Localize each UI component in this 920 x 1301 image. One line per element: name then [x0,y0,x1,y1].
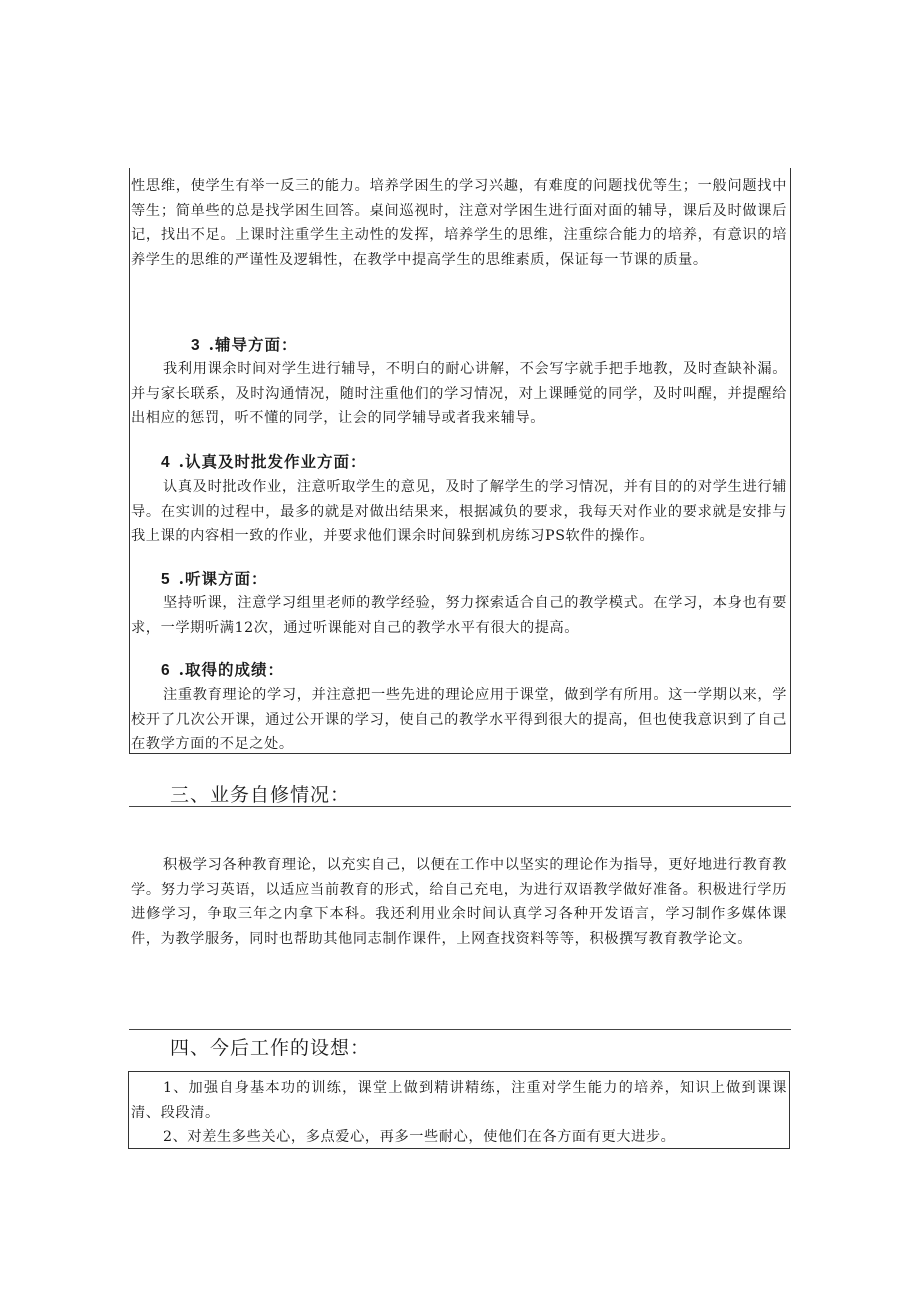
observation-paragraph: 坚持听课，注意学习组里老师的教学经验，努力探索适合自己的教学模式。在学习，本身也有要求，一学期听满12次，通过听课能对自己的教学水平有很大的提高。 [131,595,787,636]
intro-paragraph: 性思维，使学生有举一反三的能力。培养学困生的学习兴趣，有难度的问题找优等生；一般问题找中等生；简单些的总是找学困生回答。桌间巡视时，注意对学困生进行面对面的辅导，课后及时做课后记，找出不足。上课时注重学生主动性的发挥，培养学生的思维，注重综合能力的培养，有意识的培养学生的思维的严谨性及逻辑性，在教学中提高学生的思维素质，保证每一节课的质量。 [131,178,787,268]
achievements-paragraph: 注重教育理论的学习，并注意把一些先进的理论应用于课堂，做到学有所用。这一学期以来，学校开了几次公开课，通过公开课的学习，使自己的教学水平得到很大的提高，但也使我意识到了自己在教学方面的不足之处。 [131,687,787,752]
heading-number: 4 [161,454,171,471]
heading-number: 6 [161,662,171,679]
plan-item-2: 2、对差生多些关心，多点爱心，再多一些耐心，使他们在各方面有更大进步。 [163,1129,676,1145]
section-title-self-study: 三、业务自修情况： [170,784,351,806]
tutoring-paragraph: 我利用课余时间对学生进行辅导，不明白的耐心讲解，不会写字就手把手地教，及时查缺补漏。并与家长联系，及时沟通情况，随时注重他们的学习情况，对上课睡觉的同学，及时叫醒，并提醒给出相应的惩罚，听不懂的同学，让会的同学辅导或者我来辅导。 [131,361,787,426]
heading-text: .听课方面： [178,569,268,588]
self-study-paragraph: 积极学习各种教育理论，以充实自己，以便在工作中以坚实的理论作为指导，更好地进行教育教学。努力学习英语，以适应当前教育的形式，给自己充电，为进行双语教学做好准备。积极进行学历进修学习，争取三年之内拿下本科。我还利用业余时间认真学习各种开发语言，学习制作多媒体课件，为教学服务，同时也帮助其他同志制作课件，上网查找资料等等，积极撰写教育教学论文。 [131,857,787,947]
heading-tutoring [191,333,298,355]
plan-item-1: 1、加强自身基本功的训练，课堂上做到精讲精练，注重对学生能力的培养，知识上做到课课清、段段清。 [131,1080,787,1121]
heading-text: .认真及时批发作业方面： [178,452,367,471]
heading-text: .取得的成绩： [178,660,285,679]
heading-number: 5 [161,571,171,588]
heading-number: 3 [191,337,201,354]
heading-homework [161,450,367,472]
divider [129,806,791,807]
heading-observation [161,567,268,589]
heading-achievements [161,658,284,680]
divider [129,1029,791,1030]
homework-paragraph: 认真及时批改作业，注意听取学生的意见，及时了解学生的学习情况，并有目的的对学生进行辅导。在实训的过程中，最多的就是对做出结果来，根据减负的要求，我每天对作业的要求就是安排与我上课的内容相一致的作业，并要求他们课余时间躲到机房练习PS软件的操作。 [131,479,787,544]
heading-text: .辅导方面： [208,335,298,354]
section-title-future-plans: 四、今后工作的设想： [170,1037,371,1059]
